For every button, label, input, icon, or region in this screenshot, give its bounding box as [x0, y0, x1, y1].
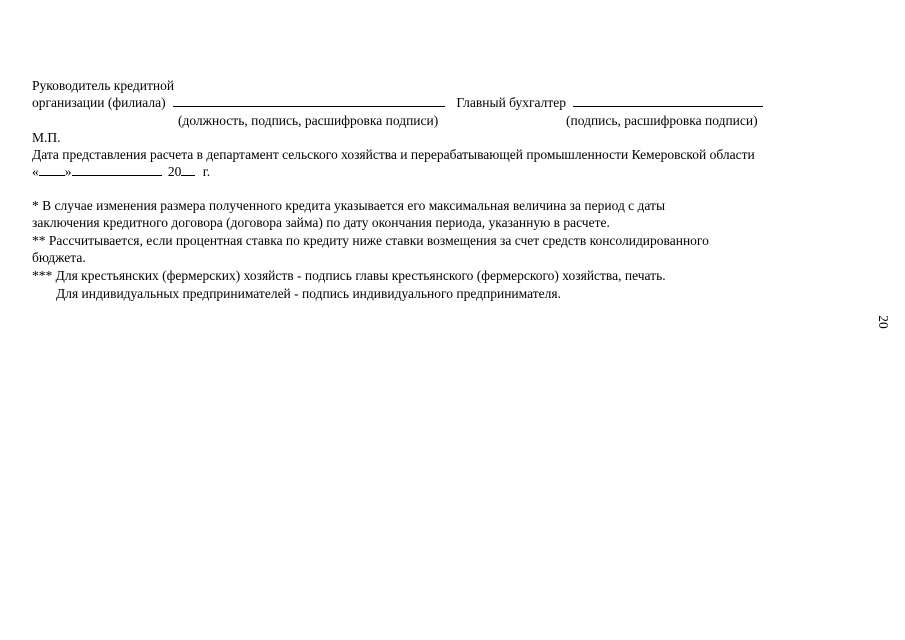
date-year-prefix: 20	[167, 164, 182, 179]
head-title-line1: Руководитель кредитной	[32, 78, 175, 93]
footnote-3-line1: *** Для крестьянских (фермерских) хозяйств - подпись главы крестьянского (фермерского) хозяйства, печать.	[32, 268, 666, 283]
footnote-1-line2: заключения кредитного договора (договора займа) по дату окончания периода, указанную в расчете.	[32, 215, 610, 230]
footnote-2-line1: ** Рассчитывается, если процентная ставка по кредиту ниже ставки возмещения за счет средств консолидированного	[32, 233, 709, 248]
footnote-1-line1: * В случае изменения размера полученного кредита указывается его максимальная величина за период с даты	[32, 198, 666, 213]
date-close-quote: »	[64, 164, 72, 179]
date-year-field[interactable]	[181, 163, 195, 176]
chief-accountant-signature-field[interactable]	[573, 94, 763, 107]
footnote-2-line2: бюджета.	[32, 250, 86, 265]
date-month-field[interactable]	[72, 163, 162, 176]
head-signature-field[interactable]	[173, 94, 445, 107]
date-fill-row	[32, 163, 210, 180]
chief-accountant-label: Главный бухгалтер	[456, 95, 567, 110]
head-title-line2-row	[32, 94, 763, 111]
date-submission-text: Дата представления расчета в департамент сельского хозяйства и перерабатывающей промышленности Кемеровской области	[32, 147, 755, 162]
date-open-quote: «	[32, 164, 39, 179]
accountant-signature-caption: (подпись, расшифровка подписи)	[566, 113, 758, 128]
date-year-suffix: г.	[202, 164, 211, 179]
date-day-field[interactable]	[39, 163, 65, 176]
head-signature-caption: (должность, подпись, расшифровка подписи)	[178, 113, 439, 128]
footnote-3-line2: Для индивидуальных предпринимателей - подпись индивидуального предпринимателя.	[56, 286, 561, 301]
page-number: 20	[876, 315, 891, 329]
stamp-label: М.П.	[32, 130, 61, 145]
head-title-line2: организации (филиала)	[32, 95, 166, 110]
